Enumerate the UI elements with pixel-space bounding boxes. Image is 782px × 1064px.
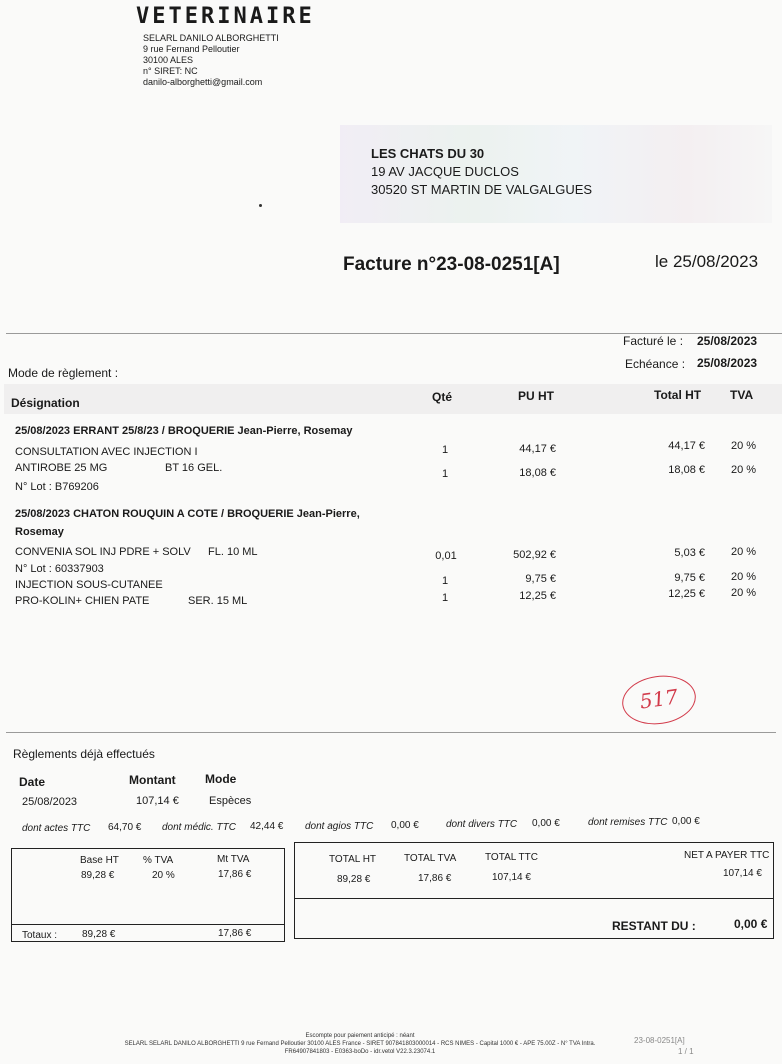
col-qty: Qté [432, 390, 453, 404]
line-tva: 20 % [731, 440, 757, 452]
totals-col-tva: TOTAL TVA [404, 853, 457, 864]
totals-col-ttc: TOTAL TTC [485, 852, 538, 863]
vet-name: SELARL DANILO ALBORGHETTI [143, 33, 279, 43]
breakdown-label: dont remises TTC [588, 817, 668, 828]
col-designation: Désignation [11, 396, 80, 410]
line-pu: 12,25 € [519, 590, 556, 602]
speck [259, 204, 262, 207]
line-total: 9,75 € [674, 572, 705, 584]
line-tva: 20 % [731, 464, 757, 476]
footer-vat-software: FR64907841803 - E0363-boDo - idr.vetol V22.3.23074.1 [284, 1049, 436, 1055]
vat-rate: 20 % [152, 870, 175, 881]
line-pu: 9,75 € [525, 573, 556, 585]
line-desc: INJECTION SOUS-CUTANEE [15, 579, 163, 591]
line-total: 18,08 € [668, 464, 705, 476]
handwritten-annotation [619, 671, 699, 729]
section-title: 25/08/2023 CHATON ROUQUIN A COTE / BROQUERIE Jean-Pierre, [15, 508, 360, 520]
line-qty: 1 [441, 592, 449, 604]
due-label: Echéance : [625, 357, 686, 371]
line-desc-packaging: BT 16 GEL. [165, 462, 223, 474]
line-pu: 44,17 € [519, 443, 556, 455]
vat-box-divider [11, 924, 284, 925]
line-total: 44,17 € [668, 440, 705, 452]
section-title: 25/08/2023 ERRANT 25/8/23 / BROQUERIE Jean-Pierre, Rosemay [15, 425, 353, 437]
line-desc: CONSULTATION AVEC INJECTION I [15, 446, 198, 458]
line-pu: 18,08 € [519, 467, 556, 479]
breakdown-label: dont divers TTC [446, 819, 518, 830]
client-city: 30520 ST MARTIN DE VALGALGUES [371, 182, 593, 197]
vet-email: danilo-alborghetti@gmail.com [143, 77, 263, 87]
line-desc-packaging: FL. 10 ML [208, 546, 258, 558]
line-tva: 20 % [731, 546, 757, 558]
breakdown-value: 42,44 € [250, 821, 284, 832]
vat-amount: 17,86 € [218, 869, 252, 880]
vet-siret: n° SIRET: NC [143, 66, 198, 76]
totals-box-divider [294, 898, 773, 899]
total-tva: 17,86 € [418, 873, 452, 884]
footer-ref: 23-08-0251[A] [634, 1036, 685, 1045]
due-value: 25/08/2023 [697, 356, 758, 370]
col-pu: PU HT [518, 389, 554, 403]
line-qty: 0,01 [435, 550, 457, 562]
vet-street: 9 rue Fernand Pelloutier [143, 44, 240, 54]
vat-col-amount: Mt TVA [217, 854, 250, 865]
lot-number: N° Lot : B769206 [15, 481, 99, 493]
net-to-pay: 107,14 € [723, 868, 762, 879]
breakdown-value: 0,00 € [532, 818, 560, 829]
vet-city: 30100 ALES [143, 55, 194, 65]
line-desc: ANTIROBE 25 MG [15, 462, 108, 474]
col-tva: TVA [730, 388, 754, 402]
footer-discount: Escompte pour paiement anticipé : néant [305, 1033, 415, 1039]
vat-base: 89,28 € [81, 870, 115, 881]
divider [6, 732, 776, 733]
line-total: 12,25 € [668, 588, 705, 600]
line-desc: PRO-KOLIN+ CHIEN PATE [15, 595, 150, 607]
line-qty: 1 [441, 444, 449, 456]
payments-col-mode: Mode [205, 772, 237, 786]
payments-col-date: Date [19, 775, 46, 789]
totals-col-net: NET A PAYER TTC [684, 850, 770, 861]
client-address [371, 145, 592, 199]
col-total: Total HT [654, 388, 702, 402]
billed-label: Facturé le : [623, 334, 684, 348]
vet-address [143, 33, 279, 88]
footer-page: 1 / 1 [678, 1047, 694, 1056]
section-title-cont: Rosemay [15, 526, 64, 538]
line-tva: 20 % [731, 571, 757, 583]
billed-value: 25/08/2023 [697, 334, 758, 348]
handwritten-title: VETERINAIRE [136, 4, 315, 29]
lot-number: N° Lot : 60337903 [15, 563, 104, 575]
vat-col-base: Base HT [80, 855, 119, 866]
breakdown-label: dont médic. TTC [162, 822, 236, 833]
breakdown-value: 64,70 € [108, 822, 142, 833]
total-ht: 89,28 € [337, 874, 371, 885]
client-street: 19 AV JACQUE DUCLOS [371, 164, 519, 179]
vat-col-rate: % TVA [143, 855, 174, 866]
footer-company: SELARL SELARL DANILO ALBORGHETTI 9 rue Fernand Pelloutier 30100 ALES France - SIRET 907841803000014 - RCS NIMES - Capital 1000 € - APE 75.00Z - N° TVA Intra. [124, 1041, 596, 1047]
payment-date: 25/08/2023 [22, 796, 78, 808]
invoice-date: le 25/08/2023 [655, 252, 759, 271]
total-ttc: 107,14 € [492, 872, 531, 883]
line-pu: 502,92 € [513, 549, 556, 561]
line-desc: CONVENIA SOL INJ PDRE + SOLV [15, 546, 191, 558]
totals-col-ht: TOTAL HT [329, 854, 377, 865]
invoice-title: Facture n°23-08-0251[A] [343, 254, 560, 275]
vat-totals-label: Totaux : [22, 930, 58, 941]
payments-col-amount: Montant [129, 773, 176, 787]
breakdown-label: dont actes TTC [22, 823, 91, 834]
line-total: 5,03 € [674, 547, 705, 559]
payment-mode: Espèces [209, 795, 252, 807]
breakdown-value: 0,00 € [391, 820, 419, 831]
remaining-label: RESTANT DU : [612, 919, 696, 933]
line-qty: 1 [441, 468, 449, 480]
vat-totals-amount: 17,86 € [218, 928, 252, 939]
line-tva: 20 % [731, 587, 757, 599]
line-qty: 1 [441, 575, 449, 587]
payment-amount: 107,14 € [136, 795, 179, 807]
client-name: LES CHATS DU 30 [371, 146, 485, 161]
payment-mode-label: Mode de règlement : [8, 366, 119, 380]
payments-title: Règlements déjà effectués [13, 747, 155, 761]
remaining-value: 0,00 € [734, 917, 768, 931]
breakdown-value: 0,00 € [672, 816, 700, 827]
annotation-text: 517 [638, 684, 680, 714]
footer-legal [40, 1032, 680, 1056]
vat-totals-base: 89,28 € [82, 929, 116, 940]
line-desc-packaging: SER. 15 ML [188, 595, 248, 607]
breakdown-label: dont agios TTC [305, 821, 374, 832]
